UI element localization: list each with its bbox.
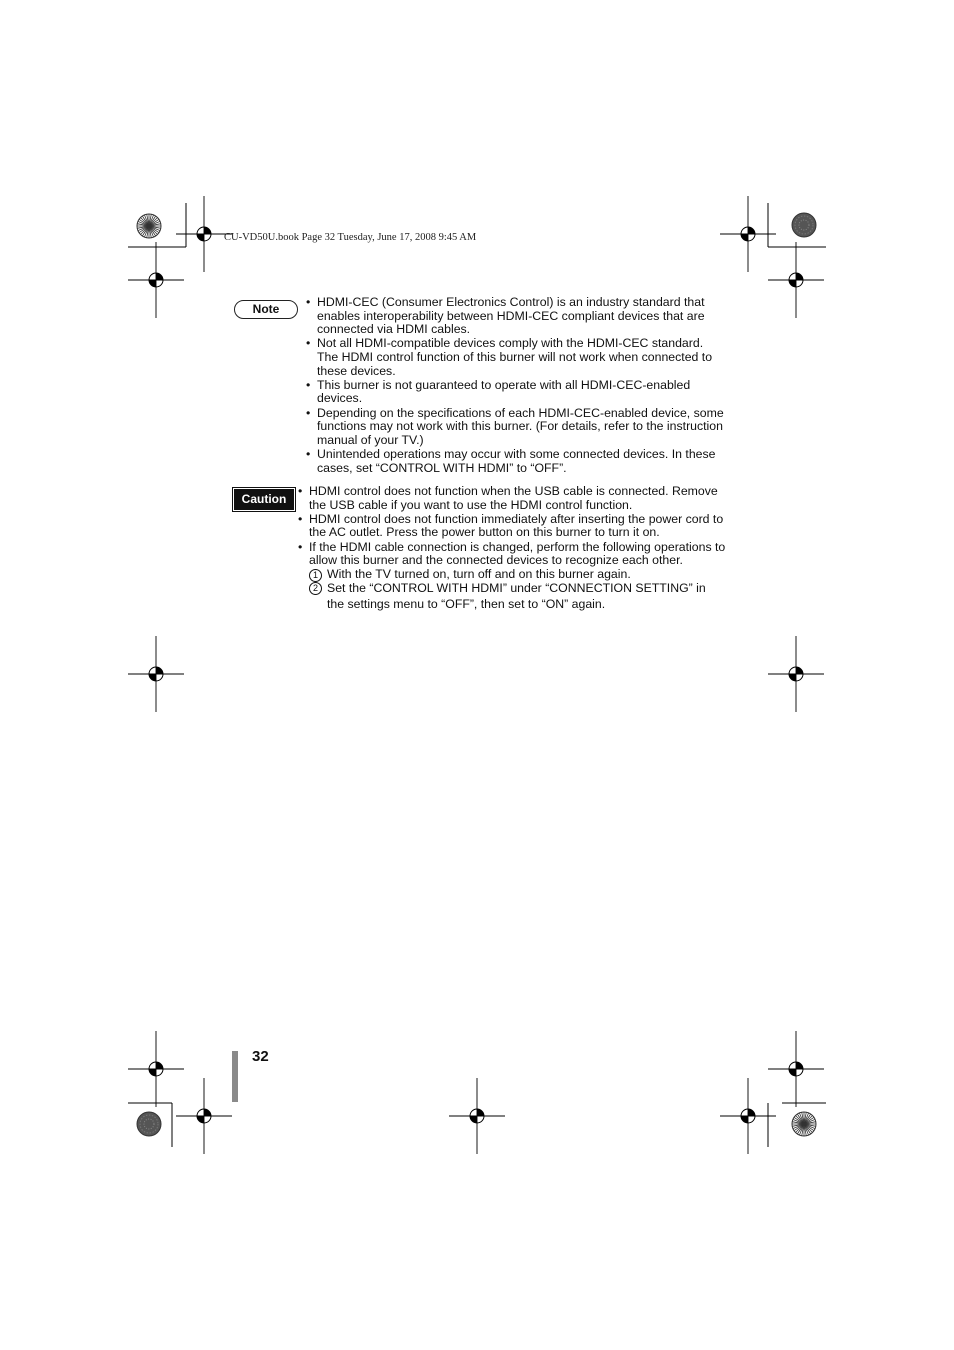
caution-label: Caution [234, 489, 294, 510]
caution-item-text: If the HDMI cable connection is changed, perform the following operations to allow this burner and the connected devices to recognize each other. [309, 539, 726, 568]
note-item [306, 379, 724, 406]
note-item-text: Unintended operations may occur with some connected devices. In these cases, set “CONTROL WITH HDMI” to “OFF”. [317, 446, 716, 475]
circled-number-icon: 2 [309, 582, 322, 595]
note-item-text: HDMI-CEC (Consumer Electronics Control) is an industry standard that enables interoperability between HDMI-CEC compliant devices that are connected via HDMI cables. [317, 295, 705, 337]
bullet-icon: • [306, 336, 311, 351]
caution-item-text: HDMI control does not function when the USB cable is connected. Remove the USB cable if you want to use the HDMI control function. [309, 484, 718, 512]
page-number: 32 [252, 1048, 269, 1065]
bullet-icon: • [306, 377, 311, 392]
bullet-icon: • [298, 539, 303, 554]
bullet-icon: • [298, 511, 303, 526]
step-text-continued: the settings menu to “OFF”, then set to “ON” again. [327, 596, 606, 611]
note-list [306, 296, 724, 476]
bullet-icon: • [306, 295, 311, 309]
step-list [309, 568, 726, 613]
caution-item [298, 541, 726, 613]
circled-number-icon: 1 [309, 569, 322, 582]
note-item [306, 407, 724, 448]
note-label: Note [234, 300, 298, 319]
note-item [306, 337, 724, 378]
bullet-icon: • [306, 405, 311, 420]
caution-item [298, 485, 726, 512]
step-item [309, 568, 726, 582]
step-text: With the TV turned on, turn off and on this burner again. [327, 566, 631, 581]
note-item-text: Depending on the specifications of each HDMI-CEC-enabled device, some functions may not work with this burner. (For details, refer to the instruction manual of your TV.) [317, 405, 724, 447]
step-item [309, 581, 726, 612]
caution-item-text: HDMI control does not function immediately after inserting the power cord to the AC outlet. Press the power button on this burner to turn it on. [309, 511, 724, 540]
file-info-header: CU-VD50U.book Page 32 Tuesday, June 17, 2008 9:45 AM [224, 232, 477, 243]
step-text: Set the “CONTROL WITH HDMI” under “CONNECTION SETTING” in [327, 581, 706, 596]
bullet-icon: • [306, 446, 311, 461]
note-item [306, 296, 724, 337]
note-item-text: This burner is not guaranteed to operate with all HDMI-CEC-enabled devices. [317, 377, 691, 406]
page-edge-bar [232, 1051, 238, 1102]
bullet-icon: • [298, 484, 303, 498]
caution-item [298, 513, 726, 540]
note-item [306, 448, 724, 475]
caution-list [298, 485, 726, 613]
note-item-text: Not all HDMI-compatible devices comply with the HDMI-CEC standard. The HDMI control function of this burner will not work when connected to these devices. [317, 336, 713, 378]
